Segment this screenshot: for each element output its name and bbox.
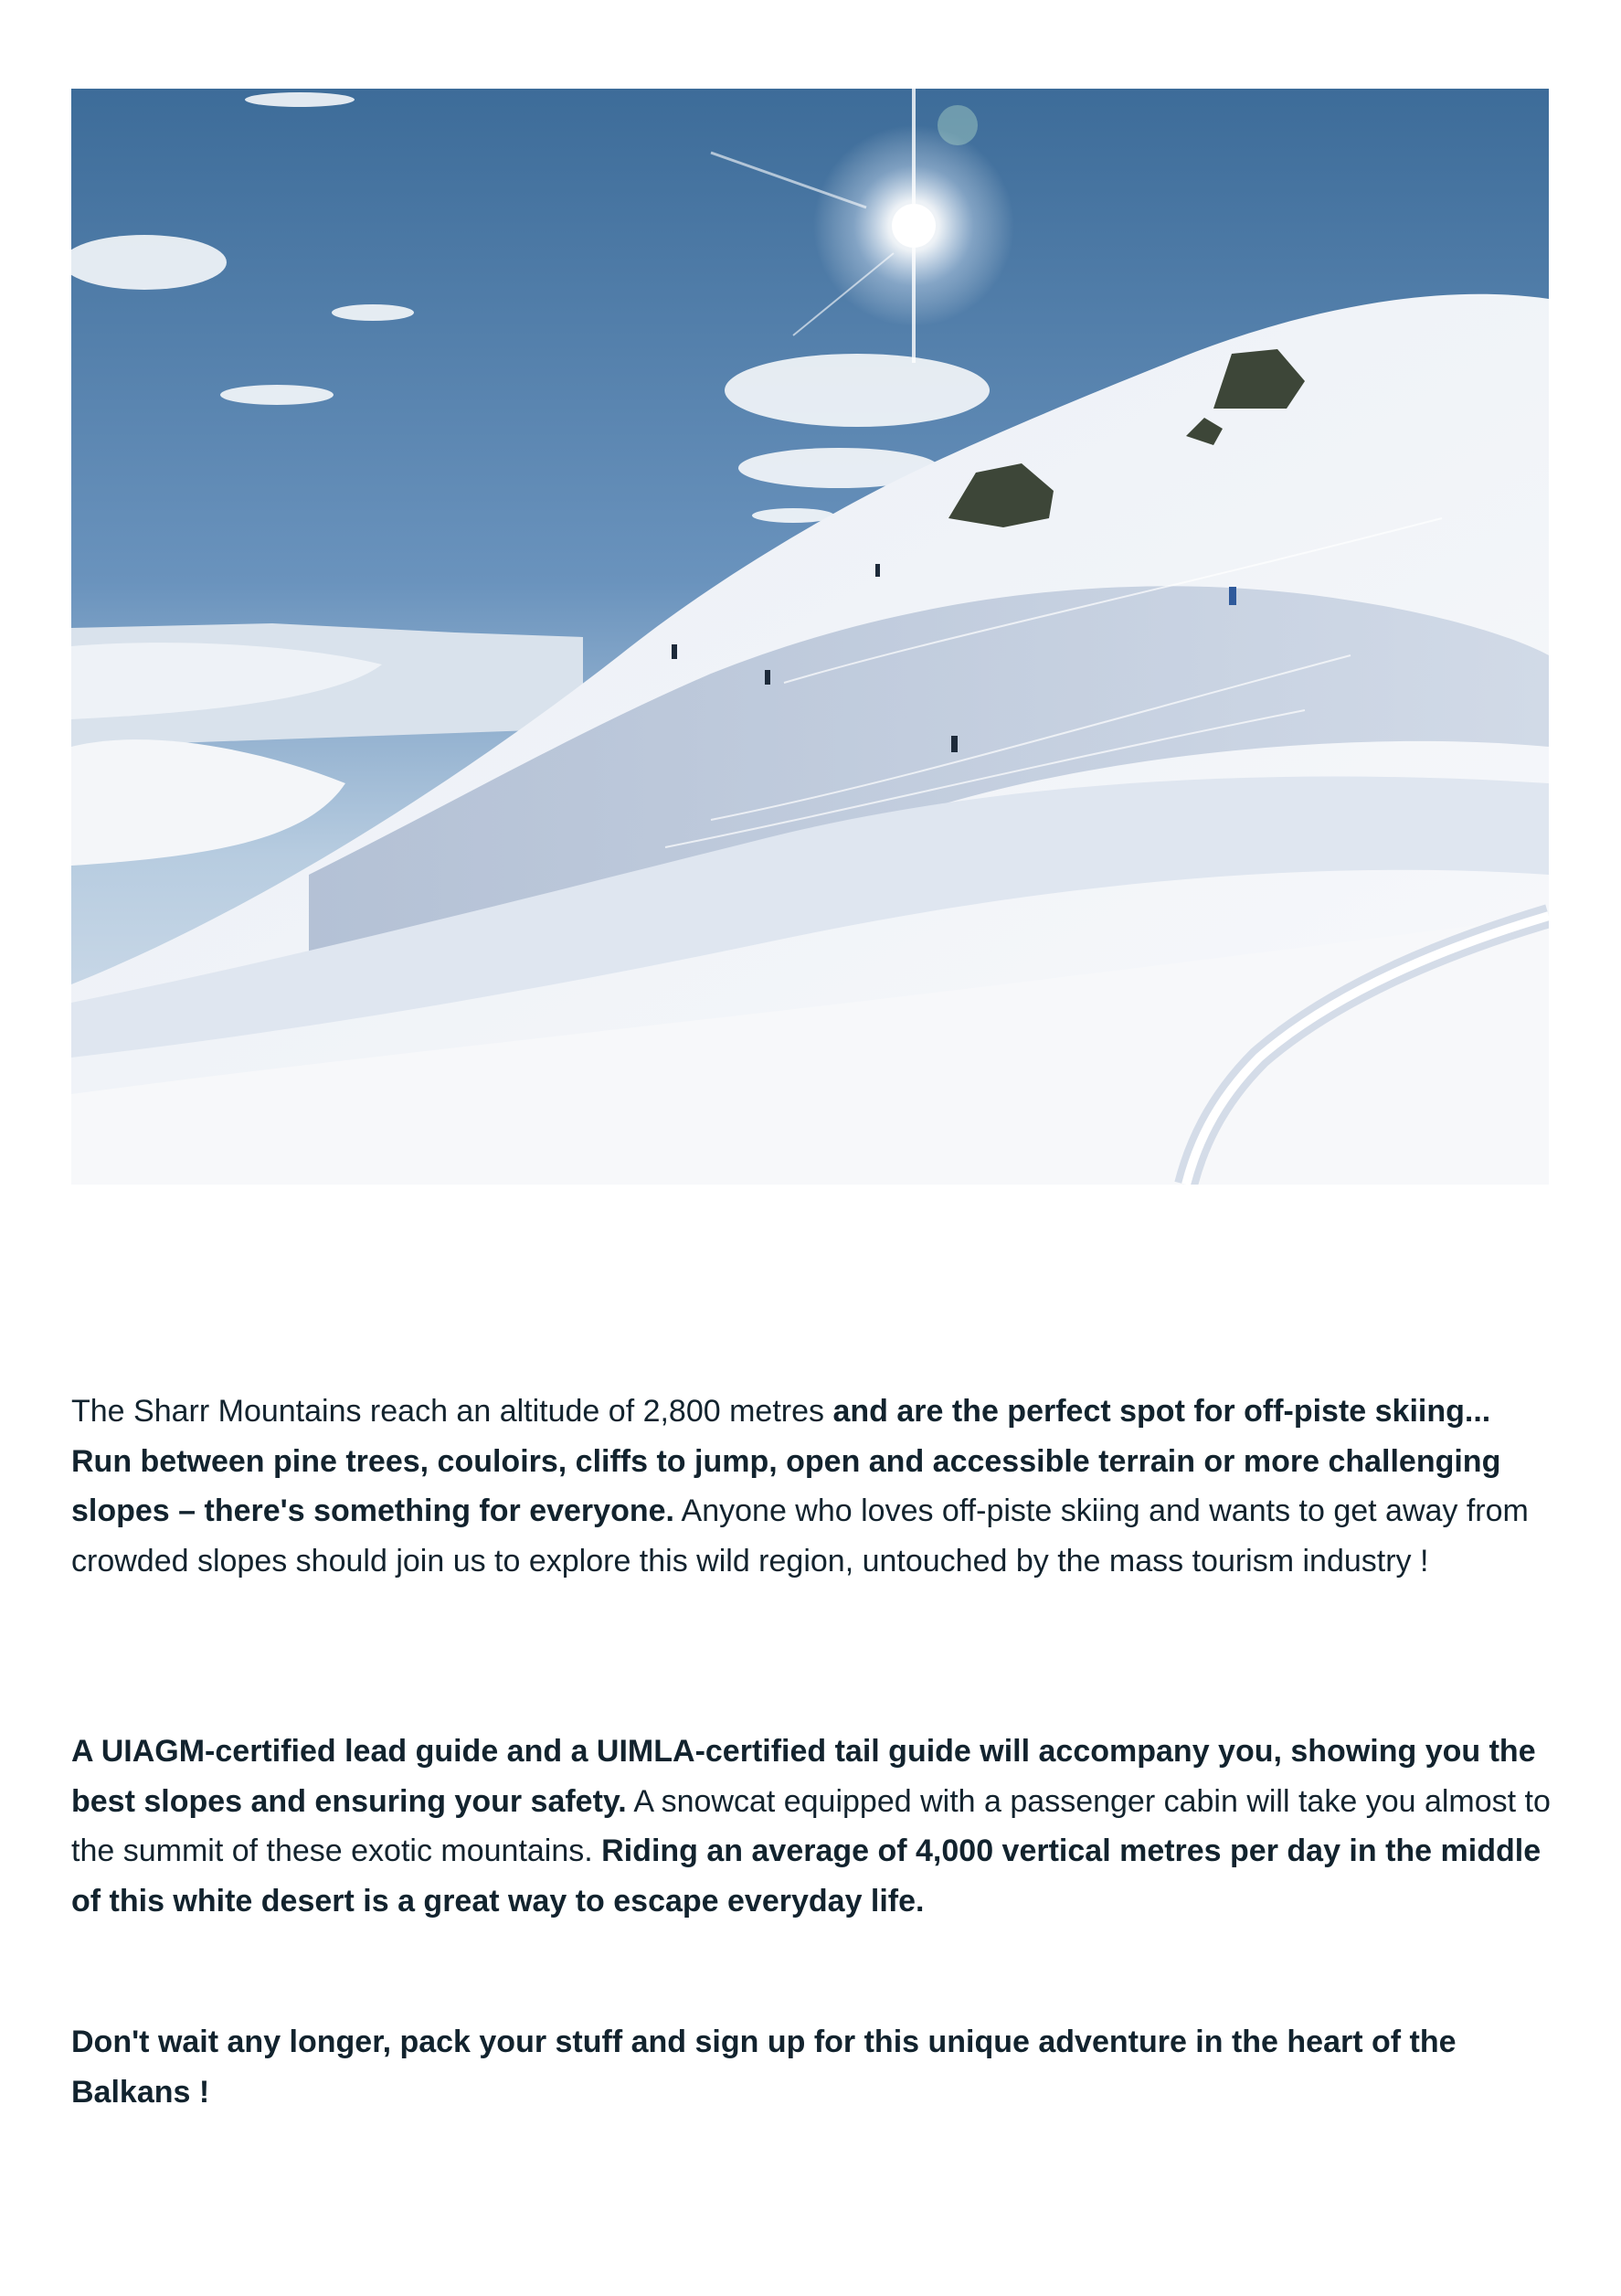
bold-text-segment: Riding an average of 4,000 vertical metres per day in the middle of this white desert is a great way to escape everyday life. <box>71 1834 1542 1919</box>
text-segment: A snowcat equipped with a passenger cabin will take you almost to the summit of these exotic mountains. <box>71 1783 1551 1868</box>
bold-text-segment: Don't wait any longer, pack your stuff and sign up for this unique adventure in the heart of the Balkans ! <box>71 2025 1457 2110</box>
intro-paragraph <box>71 1387 1556 1586</box>
text-segment: The Sharr Mountains reach an altitude of 2,800 metres <box>71 1394 833 1429</box>
guides-paragraph <box>71 1727 1556 1926</box>
bold-text-segment: A UIAGM-certified lead guide and a UIMLA-certified tail guide will accompany you, showing you the best slopes and ensuring your safety. <box>71 1734 1536 1819</box>
ski-landscape-image <box>71 89 1549 1185</box>
text-segment: Anyone who loves off-piste skiing and wants to get away from crowded slopes should join us to explore this wild region, untouched by the mass tourism industry ! <box>71 1493 1529 1578</box>
hero-photo <box>71 89 1549 1185</box>
call-to-action-paragraph <box>71 2017 1556 2117</box>
bold-text-segment: and are the perfect spot for off-piste skiing... Run between pine trees, couloirs, cliffs to jump, open and accessible terrain or more challenging slopes – there's something for everyone. <box>71 1394 1501 1528</box>
